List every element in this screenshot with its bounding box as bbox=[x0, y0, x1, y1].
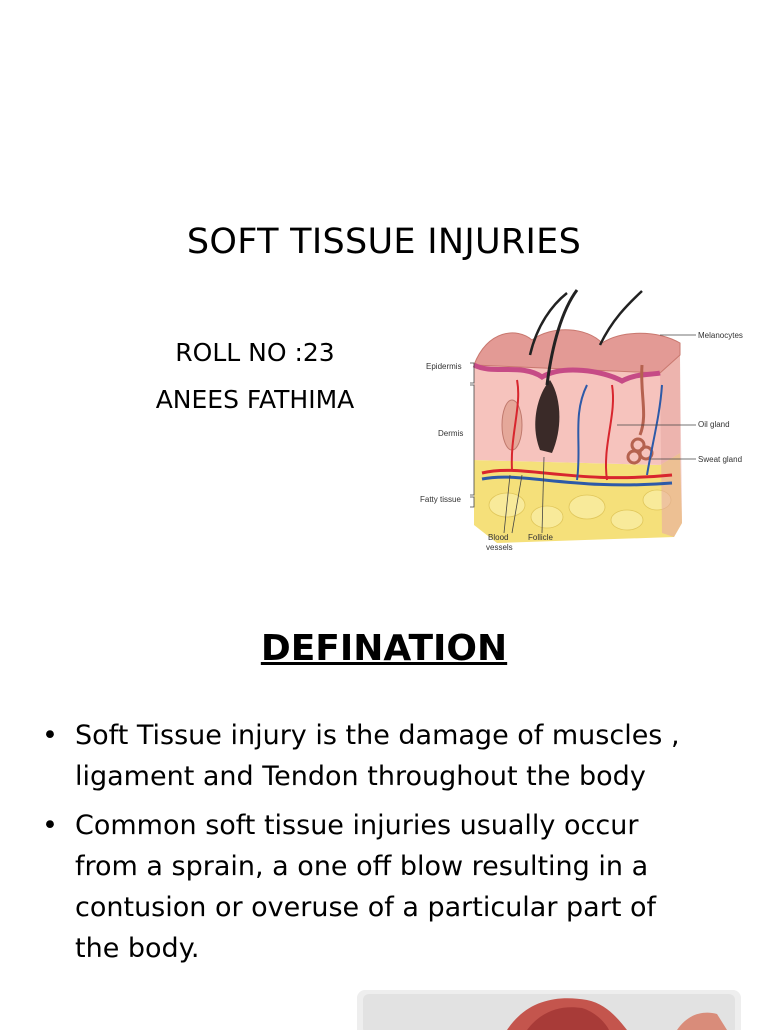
label-sweat-gland: Sweat gland bbox=[698, 455, 743, 464]
epidermis-layer bbox=[474, 330, 680, 373]
bullet-item bbox=[42, 805, 742, 969]
bullet-line: contusion or overuse of a particular part of bbox=[75, 892, 657, 923]
muscle-photo bbox=[357, 990, 741, 1030]
bullet-dot-icon: • bbox=[42, 810, 58, 841]
label-epidermis: Epidermis bbox=[426, 362, 462, 371]
label-blood: Blood bbox=[488, 533, 509, 542]
author-name: ANEES FATHIMA bbox=[155, 385, 355, 414]
bullet-item bbox=[42, 715, 742, 797]
definition-bullets bbox=[42, 715, 742, 977]
skin-side-face bbox=[660, 355, 682, 537]
bullet-line: Soft Tissue injury is the damage of muscles , bbox=[75, 720, 680, 751]
skin-layers-diagram bbox=[412, 285, 752, 560]
bullet-line: Common soft tissue injuries usually occur bbox=[75, 810, 639, 841]
label-oil-gland: Oil gland bbox=[698, 420, 730, 429]
label-vessels: vessels bbox=[486, 543, 513, 552]
bullet-line: from a sprain, a one off blow resulting in a bbox=[75, 851, 649, 882]
label-follicle: Follicle bbox=[528, 533, 553, 542]
muscle-photo-art bbox=[357, 990, 741, 1030]
definition-heading: DEFINATION bbox=[260, 628, 508, 669]
label-fatty-tissue: Fatty tissue bbox=[420, 495, 461, 504]
label-dermis: Dermis bbox=[438, 429, 464, 438]
roll-number: ROLL NO :23 bbox=[175, 338, 335, 367]
bullet-dot-icon: • bbox=[42, 720, 58, 751]
bullet-line: ligament and Tendon throughout the body bbox=[75, 761, 646, 792]
label-melanocytes: Melanocytes bbox=[698, 331, 743, 340]
slide-title: SOFT TISSUE INJURIES bbox=[186, 222, 582, 262]
bullet-line: the body. bbox=[75, 933, 200, 964]
